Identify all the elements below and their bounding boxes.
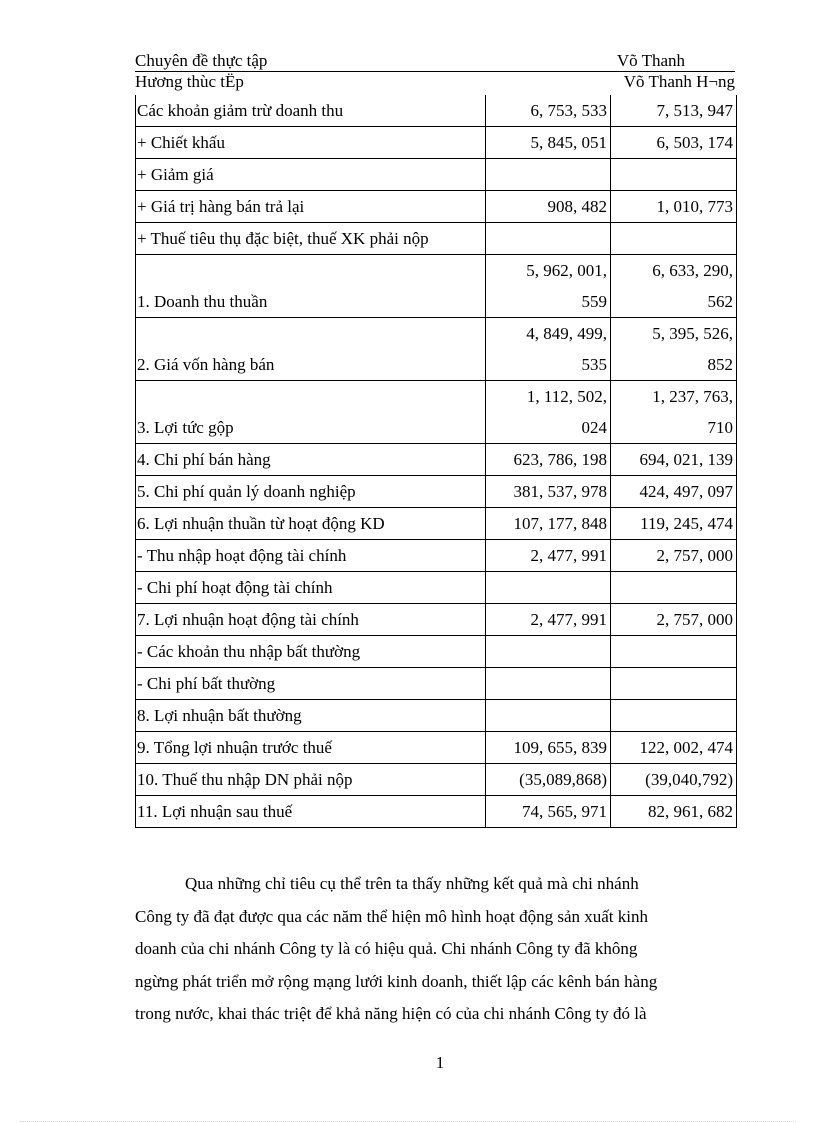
- row-label: 5. Chi phí quản lý doanh nghiệp: [136, 476, 486, 508]
- row-label: 4. Chi phí bán hàng: [136, 444, 486, 476]
- value-year-2: [611, 381, 737, 444]
- table-row: [136, 636, 737, 668]
- paragraph-line: ngừng phát triển mở rộng mạng lưới kinh doanh, thiết lập các kênh bán hàng: [135, 971, 658, 991]
- value-year-1: [486, 636, 611, 668]
- value-year-1: [486, 318, 611, 381]
- table-row: [136, 732, 737, 764]
- value-year-2: (39,040,792): [611, 764, 737, 796]
- income-statement-table: [135, 95, 737, 828]
- value-year-2: 424, 497, 097: [611, 476, 737, 508]
- value-year-2: [611, 636, 737, 668]
- table-row: [136, 764, 737, 796]
- value-year-1: [486, 159, 611, 191]
- value-year-1: 5, 845, 051: [486, 127, 611, 159]
- row-label: + Thuế tiêu thụ đặc biệt, thuế XK phải nộp: [136, 223, 486, 255]
- value-part: 535: [581, 355, 607, 374]
- running-header-top: [135, 51, 735, 72]
- value-year-2: 1, 010, 773: [611, 191, 737, 223]
- table-row: [136, 318, 737, 381]
- table-row: [136, 159, 737, 191]
- row-label: - Các khoản thu nhập bất thường: [136, 636, 486, 668]
- value-year-1: [486, 700, 611, 732]
- value-year-2: 122, 002, 474: [611, 732, 737, 764]
- value-year-2: 694, 021, 139: [611, 444, 737, 476]
- header-topic: Chuyên đề thực tập: [135, 51, 268, 70]
- value-year-2: 82, 961, 682: [611, 796, 737, 828]
- row-label: 9. Tổng lợi nhuận trước thuế: [136, 732, 486, 764]
- page-number: 1: [435, 1053, 445, 1072]
- value-part: 024: [581, 418, 607, 437]
- value-year-2: 7, 513, 947: [611, 95, 737, 127]
- row-label: 7. Lợi nhuận hoạt động tài chính: [136, 604, 486, 636]
- row-label: Các khoản giảm trừ doanh thu: [136, 95, 486, 127]
- row-label: 8. Lợi nhuận bất thường: [136, 700, 486, 732]
- value-year-1: 908, 482: [486, 191, 611, 223]
- table-row: [136, 668, 737, 700]
- value-part: 6, 633, 290,: [652, 261, 733, 280]
- row-label: - Chi phí hoạt động tài chính: [136, 572, 486, 604]
- row-label: + Giảm giá: [136, 159, 486, 191]
- value-part: 559: [581, 292, 607, 311]
- value-part: 852: [707, 355, 733, 374]
- row-label: - Thu nhập hoạt động tài chính: [136, 540, 486, 572]
- paragraph-line: trong nước, khai thác triệt để khả năng hiện có của chi nhánh Công ty đó là: [135, 1004, 647, 1023]
- table-row: [136, 572, 737, 604]
- value-part: 710: [707, 418, 733, 437]
- value-year-1: [486, 572, 611, 604]
- row-label: 2. Giá vốn hàng bán: [136, 318, 486, 381]
- paragraph-line: Công ty đã đạt được qua các năm thể hiện mô hình hoạt động sản xuất kinh: [135, 906, 648, 926]
- paragraph-line: Qua những chỉ tiêu cụ thể trên ta thấy những kết quả mà chi nhánh: [185, 874, 639, 893]
- row-label: 10. Thuế thu nhập DN phải nộp: [136, 764, 486, 796]
- value-year-2: [611, 700, 737, 732]
- value-part: 562: [707, 292, 733, 311]
- body-paragraph: [135, 868, 736, 1031]
- value-year-1: (35,089,868): [486, 764, 611, 796]
- value-year-2: [611, 318, 737, 381]
- row-label: 6. Lợi nhuận thuần từ hoạt động KD: [136, 508, 486, 540]
- value-year-2: [611, 668, 737, 700]
- row-label: + Giá trị hàng bán trả lại: [136, 191, 486, 223]
- value-year-1: [486, 668, 611, 700]
- table-row: [136, 191, 737, 223]
- table-row: [136, 508, 737, 540]
- value-year-2: 6, 503, 174: [611, 127, 737, 159]
- value-part: 5, 395, 526,: [652, 324, 733, 343]
- value-year-1: [486, 381, 611, 444]
- value-part: 5, 962, 001,: [526, 261, 607, 280]
- row-label: 3. Lợi tức gộp: [136, 381, 486, 444]
- header-topic-garbled: Hương thùc tËp: [135, 72, 244, 91]
- value-year-2: 2, 757, 000: [611, 604, 737, 636]
- header-author-garbled: Võ Thanh H¬ng: [623, 72, 735, 91]
- table-row: [136, 255, 737, 318]
- table-row: [136, 127, 737, 159]
- table-row: [136, 796, 737, 828]
- value-year-2: [611, 572, 737, 604]
- table-row: [136, 700, 737, 732]
- value-year-1: 2, 477, 991: [486, 540, 611, 572]
- row-label: - Chi phí bất thường: [136, 668, 486, 700]
- table-row: [136, 223, 737, 255]
- value-year-1: 6, 753, 533: [486, 95, 611, 127]
- value-year-2: 2, 757, 000: [611, 540, 737, 572]
- table-row: [136, 381, 737, 444]
- table-row: [136, 444, 737, 476]
- row-label: + Chiết khấu: [136, 127, 486, 159]
- value-part: 1, 237, 763,: [652, 387, 733, 406]
- value-year-1: 623, 786, 198: [486, 444, 611, 476]
- income-statement-body: [136, 95, 737, 828]
- row-label: 11. Lợi nhuận sau thuế: [136, 796, 486, 828]
- table-row: [136, 476, 737, 508]
- value-year-1: 381, 537, 978: [486, 476, 611, 508]
- page-bottom-rule: [20, 1121, 796, 1122]
- value-year-2: [611, 159, 737, 191]
- value-year-1: [486, 223, 611, 255]
- value-year-1: 107, 177, 848: [486, 508, 611, 540]
- running-header-bottom: [135, 72, 735, 92]
- value-year-2: 119, 245, 474: [611, 508, 737, 540]
- value-part: 1, 112, 502,: [526, 387, 607, 406]
- value-year-1: [486, 255, 611, 318]
- table-row: [136, 95, 737, 127]
- header-author: Võ Thanh: [616, 51, 685, 70]
- value-part: 4, 849, 499,: [526, 324, 607, 343]
- value-year-2: [611, 223, 737, 255]
- value-year-1: 109, 655, 839: [486, 732, 611, 764]
- paragraph-line: doanh của chi nhánh Công ty là có hiệu quả. Chi nhánh Công ty đã không: [135, 939, 638, 958]
- table-row: [136, 604, 737, 636]
- table-row: [136, 540, 737, 572]
- value-year-2: [611, 255, 737, 318]
- row-label: 1. Doanh thu thuần: [136, 255, 486, 318]
- value-year-1: 2, 477, 991: [486, 604, 611, 636]
- value-year-1: 74, 565, 971: [486, 796, 611, 828]
